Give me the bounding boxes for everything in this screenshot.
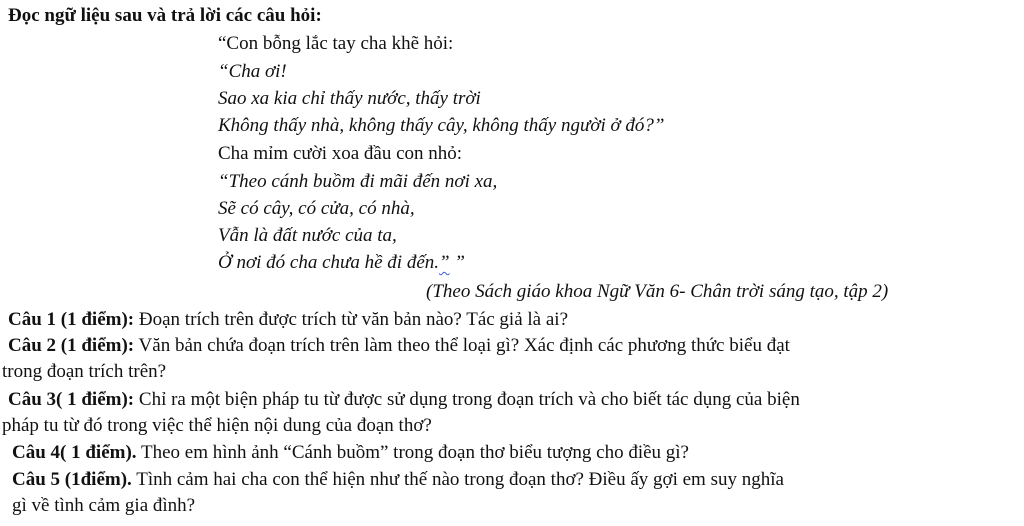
question-text: Đoạn trích trên được trích từ văn bản nào? Tác giả là ai?	[134, 309, 569, 330]
question-5-continuation: gì về tình cảm gia đình?	[12, 495, 196, 516]
spellcheck-marked-quote: ”	[439, 252, 450, 273]
question-2-continuation: trong đoạn trích trên?	[2, 361, 167, 382]
poem-line: Sao xa kia chỉ thấy nước, thấy trời	[218, 88, 481, 109]
question-label: Câu 4( 1 điểm).	[12, 442, 137, 463]
poem-last-line	[218, 251, 465, 275]
question-2	[8, 334, 790, 358]
question-3-continuation: pháp tu từ đó trong việc thể hiện nội dung của đoạn thơ?	[2, 415, 432, 436]
question-label: Câu 5 (1điểm).	[12, 469, 132, 490]
poem-line: Vẫn là đất nước của ta,	[218, 225, 397, 246]
poem-narration: Cha mỉm cười xoa đầu con nhỏ:	[218, 143, 463, 164]
poem-line: Sẽ có cây, có cửa, có nhà,	[218, 198, 415, 219]
poem-last-line-text: Ở nơi đó cha chưa hề đi đến.	[218, 252, 440, 273]
poem-line: Không thấy nhà, không thấy cây, không thấy người ở đó?”	[218, 115, 665, 136]
source-citation: (Theo Sách giáo khoa Ngữ Văn 6- Chân trời sáng tạo, tập 2)	[426, 281, 889, 302]
poem-intro: “Con bỗng lắc tay cha khẽ hỏi:	[218, 33, 454, 54]
heading: Đọc ngữ liệu sau và trả lời các câu hỏi:	[8, 5, 322, 26]
question-text: Văn bản chứa đoạn trích trên làm theo thể loại gì? Xác định các phương thức biểu đạt	[134, 335, 790, 356]
question-label: Câu 1 (1 điểm):	[8, 309, 135, 330]
question-label: Câu 3( 1 điểm):	[8, 389, 135, 410]
question-1	[8, 308, 568, 332]
poem-line: “Theo cánh buồm đi mãi đến nơi xa,	[218, 171, 498, 192]
question-5	[12, 468, 784, 492]
question-text: Tình cảm hai cha con thể hiện như thế nào trong đoạn thơ? Điều ấy gợi em suy nghĩa	[131, 469, 784, 490]
question-label: Câu 2 (1 điểm):	[8, 335, 135, 356]
question-3	[8, 388, 800, 412]
question-text: Theo em hình ảnh “Cánh buồm” trong đoạn thơ biểu tượng cho điều gì?	[136, 442, 689, 463]
question-4	[12, 441, 689, 465]
question-text: Chỉ ra một biện pháp tu từ được sử dụng trong đoạn trích và cho biết tác dụng của biện	[134, 389, 800, 410]
poem-line: “Cha ơi!	[218, 61, 287, 82]
closing-quote: ”	[449, 252, 465, 273]
